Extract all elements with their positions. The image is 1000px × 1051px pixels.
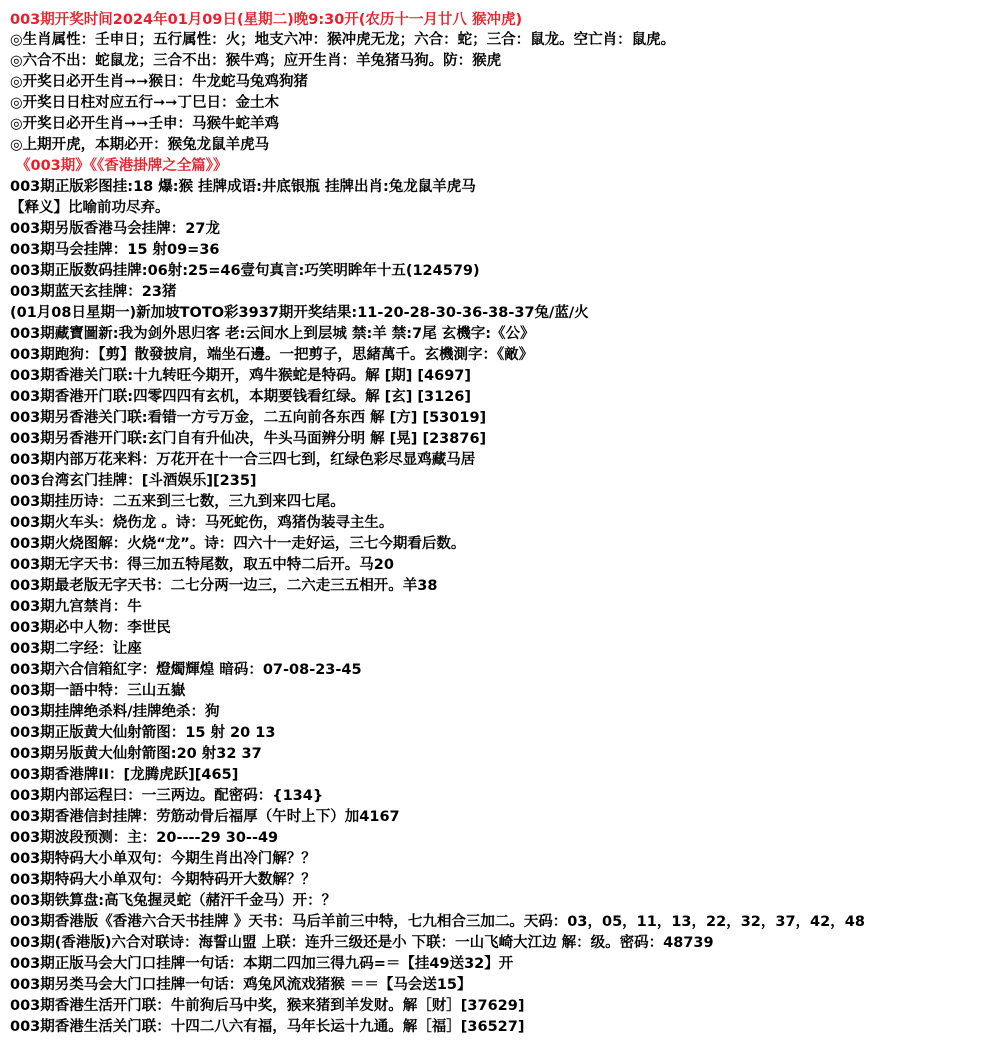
list-item: 003期特码大小单双句：今期特码开大数解？？ (10, 872, 316, 888)
list-item: 003期特码大小单双句：今期生肖出冷门解？？ (10, 851, 316, 867)
list-item: 003期香港关门联:十九转旺今期开，鸡牛猴蛇是特码。解 [期] [4697] (10, 368, 472, 384)
list-item: 003期正版彩图挂:18 爆:猴 挂牌成语:井底银瓶 挂牌出肖:兔龙鼠羊虎马 (10, 179, 476, 195)
list-item: 003期正版黄大仙射箭图：15 射 20 13 (10, 725, 276, 741)
list-item: 003期一語中特：三山五嶽 (10, 683, 186, 699)
list-item: 003期另版香港马会挂牌：27龙 (10, 221, 220, 237)
list-item: (01月08日星期一)新加坡TOTO彩3937期开奖结果:11-20-28-30-36-38-37兔/蓝/火 (10, 305, 589, 321)
info-line-monkey-day: ◎开奖日必开生肖➞➞猴日：牛龙蛇马兔鸡狗猪 (10, 74, 308, 90)
list-item: 003期香港信封挂牌：劳筋动骨后福厚（午时上下）加4167 (10, 809, 400, 825)
draw-time-heading: 003期开奖时间2024年01月09日(星期二)晚9:30开(农历十一月廿八 猴冲虎) (10, 12, 523, 28)
lottery-document (10, 10, 995, 1038)
list-item: 003期最老版无字天书：二七分两一边三，二六走三五相开。羊38 (10, 578, 438, 594)
list-item: 003期挂历诗：二五来到三七数，三九到来四七尾。 (10, 494, 345, 510)
list-item: 003期香港开门联:四零四四有玄机，本期要钱看红绿。解 [玄] [3126] (10, 389, 472, 405)
list-item: 003期铁算盘:高飞兔握灵蛇（赭汗千金马）开：？ (10, 893, 337, 909)
list-item: 003期(香港版)六合对联诗：海誓山盟 上联：连升三级还是小 下联：一山飞崎大江边 解：级。密码：48739 (10, 935, 714, 951)
list-item: 003期正版数码挂牌:06射:25=46壹句真言:巧笑明眸年十五(124579) (10, 263, 480, 279)
entry-list (10, 177, 995, 1038)
list-item: 003期正版马会大门口挂牌一句话：本期二四加三得九码=＝【挂49送32】开 (10, 956, 514, 972)
list-item: 003期香港生活关门联：十四二八六有福，马年长运十九通。解［福］[36527] (10, 1019, 525, 1035)
list-item: 003期另香港关门联:看错一方亏万金，二五向前各东西 解 [方] [53019] (10, 410, 487, 426)
info-line-day-elements: ◎开奖日日柱对应五行➞➞丁巳日：金土木 (10, 95, 279, 111)
section-title: 《003期》《《香港掛牌之全篇》》 (16, 158, 228, 174)
list-item: 【释义】比喻前功尽弃。 (10, 200, 170, 216)
list-item: 003期火车头：烧伤龙 。诗：马死蛇伤，鸡猪伪装寻主生。 (10, 515, 394, 531)
list-item: 003期另类马会大门口挂牌一句话：鸡兔风流戏猪猴 ＝＝【马会送15】 (10, 977, 472, 993)
list-item: 003期香港版《香港六合天书挂牌 》天书：马后羊前三中特，七九相合三加二。天码：03，05，11，13，22，32，37，42，48 (10, 914, 865, 930)
list-item: 003期必中人物：李世民 (10, 620, 171, 636)
list-item: 003期二字经：让座 (10, 641, 142, 657)
list-item: 003期蓝天玄挂牌：23猪 (10, 284, 177, 300)
list-item: 003期内部万花来料：万花开在十一合三四七到，红绿色彩尽显鸡藏马居 (10, 452, 476, 468)
list-item: 003期马会挂牌：15 射09=36 (10, 242, 220, 258)
info-line-last-draw: ◎上期开虎，本期必开：猴兔龙鼠羊虎马 (10, 137, 270, 153)
list-item: 003期九宫禁肖：牛 (10, 599, 142, 615)
list-item: 003期藏寶圖新:我为剑外思归客 老:云间水上到层城 禁:羊 禁:7尾 玄機字:《公》 (10, 326, 535, 342)
list-item: 003期另香港开门联:玄门自有升仙决，牛头马面辨分明 解 [晃] [23876] (10, 431, 487, 447)
list-item: 003期另版黄大仙射箭图:20 射32 37 (10, 746, 262, 762)
list-item: 003期跑狗：【剪】散發披肩，端坐石邊。一把剪子，思緒萬千。玄機測字：《敵》 (10, 347, 534, 363)
list-item: 003期火烧图解：火烧“龙”。诗：四六十一走好运，三七今期看后数。 (10, 536, 466, 552)
info-block (10, 30, 995, 156)
list-item: 003期香港牌II：[龙腾虎跃][465] (10, 767, 239, 783)
list-item: 003期挂牌绝杀料/挂牌绝杀：狗 (10, 704, 220, 720)
list-item: 003期波段预测：主：20----29 30--49 (10, 830, 279, 846)
list-item: 003期无字天书：得三加五特尾数，取五中特二后开。马20 (10, 557, 394, 573)
info-line-renshen: ◎开奖日必开生肖➞➞壬申：马猴牛蛇羊鸡 (10, 116, 279, 132)
info-line-zodiac-attributes: ◎生肖属性：壬申日；五行属性：火；地支六冲：猴冲虎无龙；六合：蛇；三合：鼠龙。空亡肖：鼠虎。 (10, 32, 676, 48)
list-item: 003期六合信箱紅字：燈燭輝煌 暗码：07-08-23-45 (10, 662, 362, 678)
list-item: 003期香港生活开门联：牛前狗后马中奖，猴来猪到羊发财。解［财］[37629] (10, 998, 525, 1014)
info-line-excluded-zodiacs: ◎六合不出：蛇鼠龙；三合不出：猴牛鸡；应开生肖：羊兔猪马狗。防：猴虎 (10, 53, 502, 69)
list-item: 003台湾玄门挂牌：[斗酒娱乐][235] (10, 473, 257, 489)
list-item: 003期内部运程曰：一三两边。配密码：{134} (10, 788, 324, 804)
